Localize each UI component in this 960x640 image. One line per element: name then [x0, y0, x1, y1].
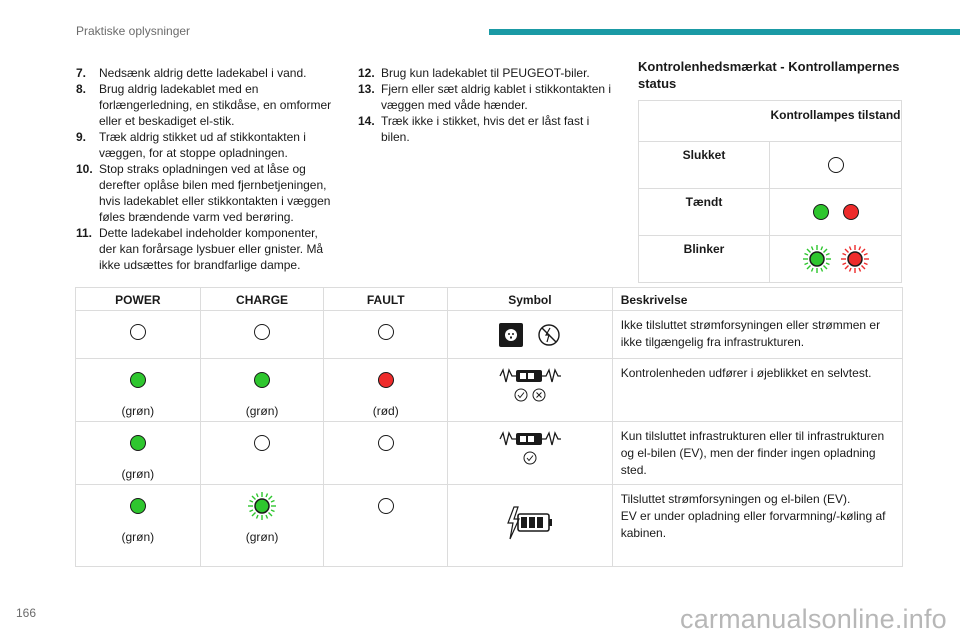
column-header-power: POWER [115, 293, 161, 307]
table-row [76, 310, 902, 358]
fault-lamp-red-icon [378, 372, 394, 388]
row-description: Kontrolenheden udfører i øjeblikket en selvtest. [612, 359, 902, 421]
power-lamp-off-icon [130, 324, 146, 340]
plug-icon [499, 323, 523, 347]
instruction-item: 9. Træk aldrig stikket ud af stikkontakten i væggen, for at stoppe opladningen. [76, 130, 306, 160]
charging-cable-icon [498, 430, 562, 448]
status-row-off [639, 141, 901, 188]
section-title: Praktiske oplysninger [76, 24, 191, 38]
row-description: Kun tilsluttet infrastrukturen eller til infrastrukturen og el-bilen (EV), men der finder ingen opladning sted. [612, 422, 902, 484]
cross-circle-icon [532, 388, 546, 402]
column-header-symbol: Symbol [447, 288, 612, 310]
instruction-item: 10. Stop straks opladningen ved at låse og derefter oplåse bilen med fjernbetjeningen, hvis ladekablet eller stikkontakten i væggen føles brændende varm ved berøring. [76, 162, 331, 224]
table-row: (grøn) Kun tilsluttet infrastrukturen eller til infrastrukturen og el-bilen (EV), men der finder ingen opladning sted. [76, 421, 902, 484]
charge-lamp-green-blinking-icon [246, 490, 278, 522]
lamp-red-blinking-icon [839, 243, 871, 275]
table-row: (grøn) (grøn) (rød) Kontrolenheden udfører i øjeblikket en selvtest. [76, 358, 902, 421]
power-lamp-green-icon [130, 498, 146, 514]
instruction-item: 8. Brug aldrig ladekablet med en forlængerledning, en stikdåse, en omformer eller et beskadiget el-stik. [76, 82, 332, 128]
lamp-meaning-table [75, 287, 903, 567]
instruction-item: 11. Dette ladekabel indeholder komponenter, der kan forårsage lysbuer eller gnister. Må ikke udsættes for brandfarlige dampe. [76, 226, 324, 272]
status-row-on [639, 188, 901, 235]
charging-battery-icon [505, 505, 555, 541]
status-header-row [639, 101, 901, 141]
status-label: Blinker [639, 236, 770, 282]
charge-lamp-off-icon [254, 324, 270, 340]
header-accent-bar [489, 29, 960, 35]
column-header-fault: FAULT [323, 288, 447, 310]
instruction-item: 14. Træk ikke i stikket, hvis det er låst fast i bilen. [358, 114, 590, 144]
instruction-item: 7. Nedsænk aldrig dette ladekabel i vand. [76, 66, 307, 80]
lamp-red-icon [843, 204, 859, 220]
status-row-blink [639, 235, 901, 282]
check-circle-icon [514, 388, 528, 402]
charge-lamp-green-icon [254, 372, 270, 388]
no-power-icon [537, 323, 561, 347]
column-header-description: Beskrivelse [612, 288, 902, 310]
table-header-row [76, 288, 902, 310]
charge-lamp-off-icon [254, 435, 270, 451]
lamp-status-table [638, 100, 902, 283]
lamp-green-icon [813, 204, 829, 220]
column-header-charge: CHARGE [200, 288, 324, 310]
lamp-off-icon [828, 157, 844, 173]
watermark: carmanualsonline.info [680, 604, 947, 634]
page-number: 166 [16, 606, 37, 620]
status-section-title: Kontrolenhedsmærkat - Kontrollampernes status [638, 59, 900, 91]
check-circle-icon [523, 451, 537, 465]
power-lamp-green-icon [130, 372, 146, 388]
power-lamp-green-icon [130, 435, 146, 451]
status-column-header: Kontrollampes tilstand [770, 108, 901, 122]
lamp-green-blinking-icon [801, 243, 833, 275]
instructions-right [358, 65, 620, 145]
row-description: Ikke tilsluttet strømforsyningen eller strømmen er ikke tilgængelig fra infrastrukturen. [612, 311, 902, 358]
table-row: (grøn) (grøn) Tilsluttet strømforsyningen og el-bilen (EV). EV er under opladning eller forvarmning/-køling af kabinen. [76, 484, 902, 566]
fault-lamp-off-icon [378, 498, 394, 514]
charging-cable-icon [498, 367, 562, 385]
instructions-left [76, 65, 338, 273]
row-description: Tilsluttet strømforsyningen og el-bilen (EV). EV er under opladning eller forvarmning/-køling af kabinen. [612, 485, 902, 566]
status-label: Slukket [639, 142, 770, 188]
instruction-item: 13. Fjern eller sæt aldrig kablet i stikkontakten i væggen med våde hænder. [358, 82, 612, 112]
fault-lamp-off-icon [378, 435, 394, 451]
instruction-item: 12. Brug kun ladekablet til PEUGEOT-biler. [358, 66, 590, 80]
status-label: Tændt [639, 189, 770, 235]
fault-lamp-off-icon [378, 324, 394, 340]
